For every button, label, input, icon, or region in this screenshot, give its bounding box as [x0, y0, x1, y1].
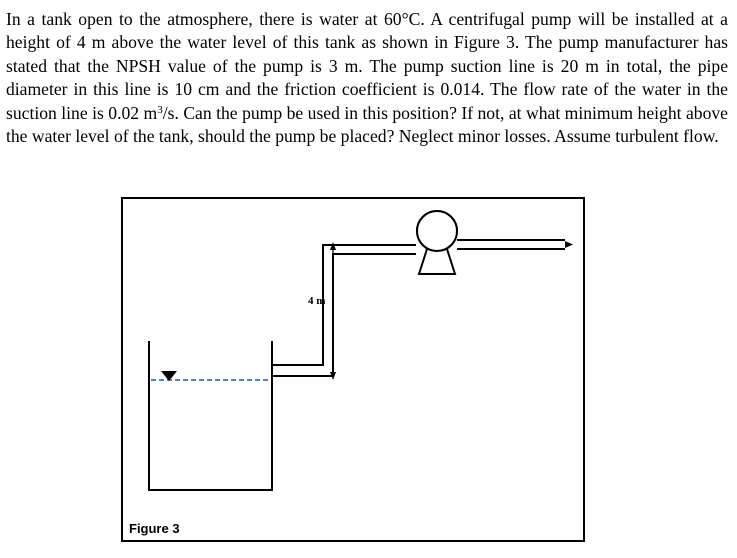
figure-3: [121, 197, 585, 542]
pipe-outer-line: [272, 254, 416, 376]
pump-icon: [417, 211, 457, 274]
flow-arrow-icon: [565, 241, 573, 248]
problem-statement: [6, 8, 728, 148]
problem-text-after: /s. Can the pump be used in this position? If not, at what minimum height above the water level of the tank, should the pump be placed? Neglect minor losses. Assume turbulent flow.: [6, 102, 728, 147]
unit-superscript: 3: [157, 103, 163, 116]
problem-text-before: In a tank open to the atmosphere, there is water at 60°C. A centrifugal pump will be installed at a height of 4 m above the water level of this tank as shown in Figure 3. The pump manufacturer has stated that the NPSH value of the pump is 3 m. The pump suction line is 20 m in total, the pipe diameter in this line is 10 cm and the friction coefficient is 0.014. The flow rate of the water in the suction line is 0.02 m: [6, 9, 728, 123]
height-label: 4 m: [308, 295, 326, 307]
tank-outline: [149, 341, 272, 490]
figure-caption: Figure 3: [129, 521, 180, 536]
system-diagram: [121, 197, 585, 542]
pipe-inner-line: [272, 245, 416, 365]
